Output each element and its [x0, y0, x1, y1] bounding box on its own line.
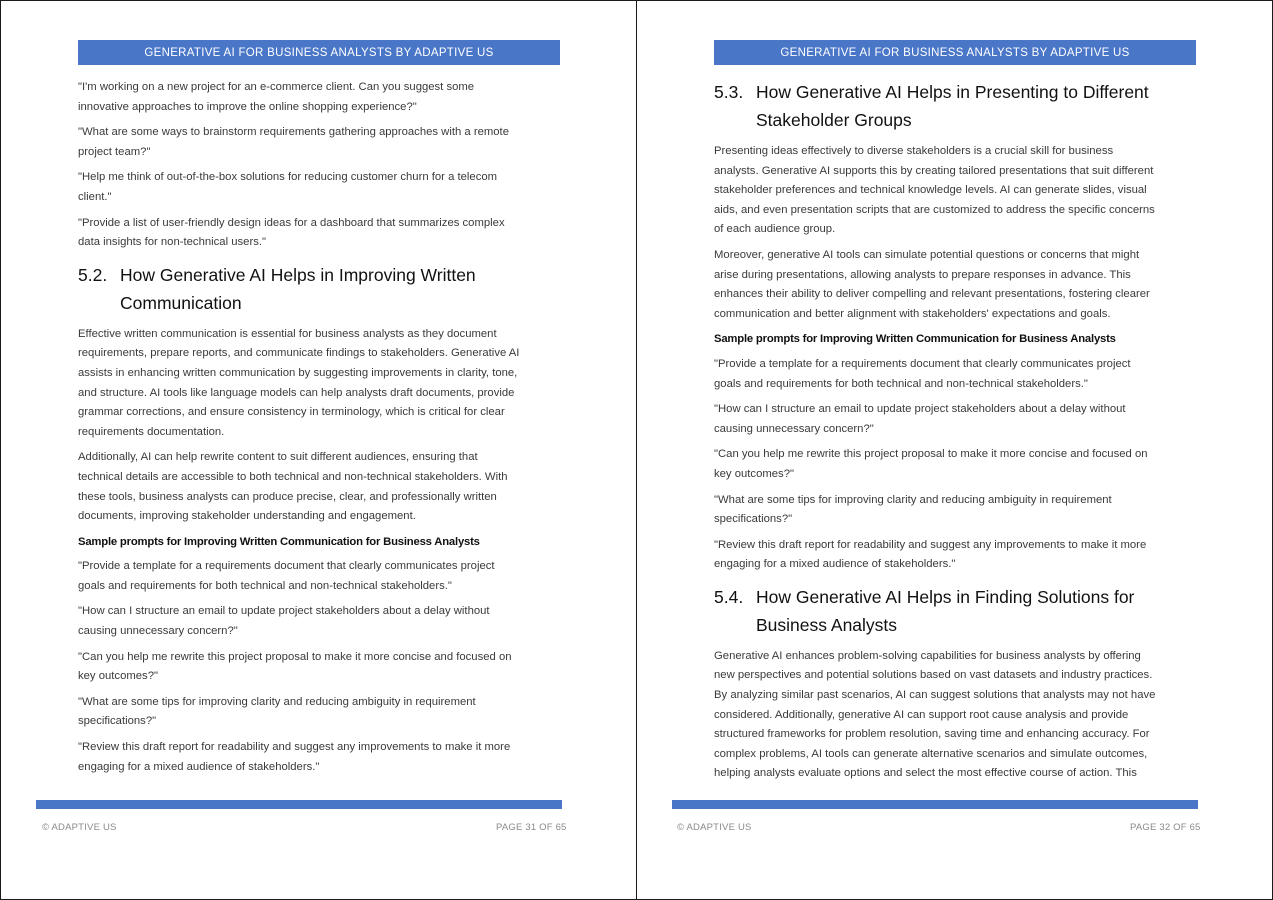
body-paragraph: Presenting ideas effectively to diverse stakeholders is a crucial skill for business analysts. Generative AI supports this by creating tailored presentations that suit different stakeholder preferences and technical knowledge levels. AI can generate slides, visual aids, and even presentation scripts that are customized to address the specific concerns of each audience group. [714, 145, 1155, 236]
footer-page-number: PAGE 32 OF 65 [1130, 822, 1201, 833]
subheading: Sample prompts for Improving Written Communication for Business Analysts [714, 333, 1116, 346]
prompt-paragraph: "How can I structure an email to update project stakeholders about a delay without causing unnecessary concern?" [78, 605, 490, 638]
prompt-paragraph: "What are some ways to brainstorm requirements gathering approaches with a remote project team?" [78, 126, 509, 158]
body-paragraph: Effective written communication is essential for business analysts as they document requirements, prepare reports, and communicate findings to stakeholders. Generative AI assists in enhancing written communication by suggesting improvements in clarity, tone, and structure. AI tools like language models can help analysts draft documents, provide grammar corrections, and ensure consistency in terminology, which is critical for clear requirements documentation. [78, 327, 520, 438]
prompt-paragraph: "Can you help me rewrite this project proposal to make it more concise and focused on key outcomes?" [78, 650, 512, 683]
page-content [714, 78, 1159, 790]
prompt-paragraph: "What are some tips for improving clarity and reducing ambiguity in requirement specifications?" [714, 493, 1112, 526]
section-heading-5-3 [714, 78, 1159, 134]
section-number: 5.3. [714, 82, 744, 102]
section-title: How Generative AI Helps in Finding Solutions for Business Analysts [756, 586, 1135, 635]
section-heading-5-4 [714, 583, 1159, 639]
page-32 [637, 0, 1273, 900]
section-number: 5.4. [714, 586, 744, 607]
section-number: 5.2. [78, 264, 108, 285]
prompt-paragraph: "Provide a template for a requirements document that clearly communicates project goals and requirements for both technical and non-technical stakeholders." [78, 560, 495, 592]
prompt-paragraph: "Can you help me rewrite this project proposal to make it more concise and focused on key outcomes?" [714, 448, 1148, 480]
subheading: Sample prompts for Improving Written Communication for Business Analysts [78, 535, 480, 548]
section-heading-5-2 [78, 261, 523, 317]
body-paragraph: Generative AI enhances problem-solving capabilities for business analysts by offering new perspectives and potential solutions based on vast datasets and industry practices. By analyzing similar past scenarios, AI can suggest solutions that analysts may not have considered. Additionally, generative AI can support root cause analysis and provide structured frameworks for problem resolution, saving time and enhancing accuracy. For complex problems, AI tools can generate alternative scenarios and simulate outcomes, helping analysts evaluate options and select the most effective course of action. This [714, 649, 1156, 780]
prompt-paragraph: "How can I structure an email to update project stakeholders about a delay without causing unnecessary concern?" [714, 403, 1126, 435]
section-title: How Generative AI Helps in Presenting to Different Stakeholder Groups [756, 82, 1149, 130]
page-content [78, 78, 523, 783]
footer-page-number: PAGE 31 OF 65 [496, 822, 567, 833]
prompt-paragraph: "Provide a template for a requirements document that clearly communicates project goals and requirements for both technical and non-technical stakeholders." [714, 357, 1131, 390]
body-paragraph: Moreover, generative AI tools can simulate potential questions or concerns that might arise during presentations, allowing analysts to prepare responses in advance. This enhances their ability to deliver compelling and relevant presentations, fostering clearer communication and better alignment with stakeholders' expectations and goals. [714, 248, 1150, 320]
footer-copyright: © ADAPTIVE US [42, 822, 117, 833]
prompt-paragraph: "Provide a list of user-friendly design ideas for a dashboard that summarizes complex data insights for non-technical users." [78, 216, 505, 249]
prompt-paragraph: "I'm working on a new project for an e-commerce client. Can you suggest some innovative approaches to improve the online shopping experience?" [78, 81, 475, 113]
footer-copyright: © ADAPTIVE US [677, 822, 752, 833]
prompt-paragraph: "Review this draft report for readability and suggest any improvements to make it more engaging for a mixed audience of stakeholders." [714, 538, 1147, 571]
page-31 [0, 0, 636, 900]
page-header: GENERATIVE AI FOR BUSINESS ANALYSTS BY ADAPTIVE US [714, 40, 1196, 65]
section-title: How Generative AI Helps in Improving Written Communication [120, 264, 476, 313]
prompt-paragraph: "What are some tips for improving clarity and reducing ambiguity in requirement specifications?" [78, 695, 476, 728]
prompt-paragraph: "Help me think of out-of-the-box solutions for reducing customer churn for a telecom client." [78, 171, 498, 203]
body-paragraph: Additionally, AI can help rewrite content to suit different audiences, ensuring that technical details are accessible to both technical and non-technical stakeholders. With these tools, business analysts can produce precise, clear, and professionally written documents, improving stakeholder understanding and engagement. [78, 451, 508, 523]
prompt-paragraph: "Review this draft report for readability and suggest any improvements to make it more engaging for a mixed audience of stakeholders." [78, 741, 511, 773]
page-header: GENERATIVE AI FOR BUSINESS ANALYSTS BY ADAPTIVE US [78, 40, 560, 65]
footer-bar [36, 800, 562, 809]
footer-bar [672, 800, 1198, 809]
